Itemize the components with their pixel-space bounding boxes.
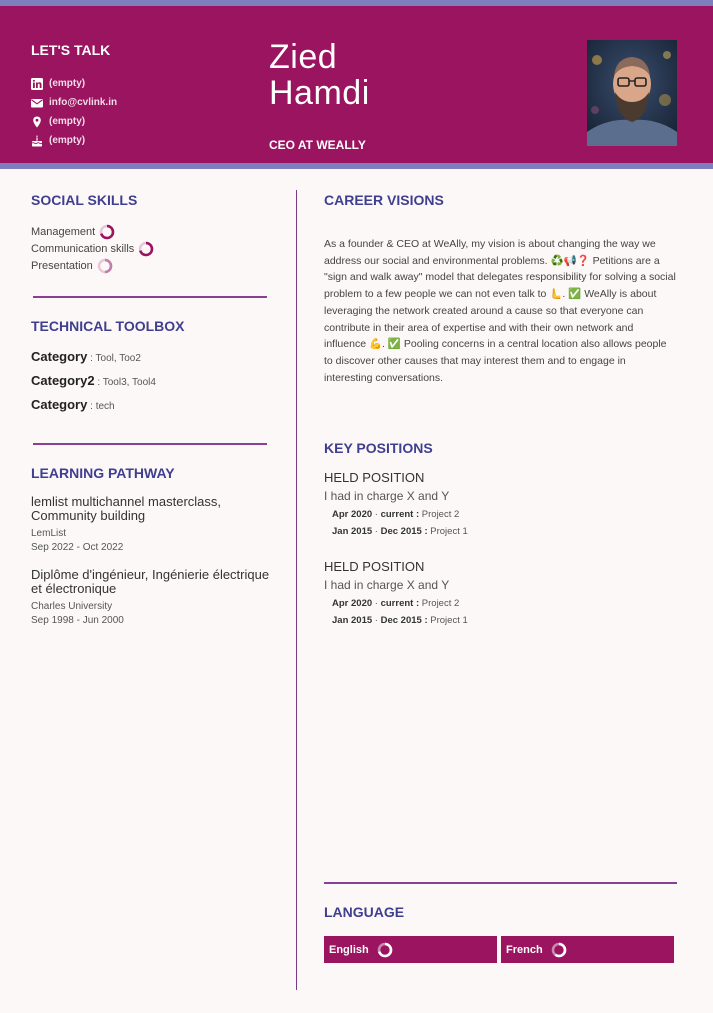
career-visions-text: As a founder & CEO at WeAlly, my vision is about changing the way we address our social and environmental problems. ♻️📢❓ Petitions are a "sign and walk away" model that delegates responsibility for solving a social problem to a few people we can not even talk to 🫷. ✅ WeAlly is about leveraging the network created around a cause so that everyone can contribute in their area of expertise and with their own network and influence 💪. ✅ Pooling concerns in a central location also allows people to discover other causes that may interest them and to engage in interesting conversations. bbox=[324, 238, 676, 384]
technical-toolbox-list bbox=[31, 349, 156, 421]
contact-title: LET'S TALK bbox=[31, 42, 111, 58]
contact-location bbox=[31, 112, 117, 131]
period-dot: · bbox=[372, 509, 381, 520]
position-description: I had in charge X and Y bbox=[324, 489, 450, 503]
period-start: Apr 2020 bbox=[332, 598, 373, 609]
position-period bbox=[332, 615, 677, 626]
mail-icon bbox=[31, 97, 43, 109]
key-positions-title: KEY POSITIONS bbox=[324, 440, 433, 456]
section-divider bbox=[324, 882, 677, 884]
tool-category: Category bbox=[31, 397, 88, 412]
section-divider bbox=[33, 296, 267, 298]
position-item bbox=[324, 559, 677, 626]
tool-values: Tool, Too2 bbox=[95, 353, 141, 364]
tool-category: Category bbox=[31, 349, 88, 364]
period-end: current bbox=[380, 598, 414, 609]
tool-separator: : bbox=[87, 401, 96, 412]
language-level-ring bbox=[377, 942, 393, 958]
education-title: lemlist multichannel masterclass, Community building bbox=[31, 494, 222, 523]
language-title: LANGUAGE bbox=[324, 904, 405, 920]
position-title: HELD POSITION bbox=[324, 559, 425, 574]
tool-values: Tool3, Tool4 bbox=[102, 377, 156, 388]
period-start: Apr 2020 bbox=[332, 509, 373, 520]
education-item bbox=[31, 495, 271, 553]
period-dot: · bbox=[372, 526, 381, 537]
skill-item bbox=[31, 240, 154, 257]
contact-birthday-text: (empty) bbox=[49, 135, 86, 146]
period-separator: : bbox=[413, 509, 422, 520]
language-item-french bbox=[501, 936, 674, 963]
period-project: Project 2 bbox=[421, 598, 460, 609]
tool-row bbox=[31, 397, 156, 421]
position-period bbox=[332, 598, 677, 609]
skill-label: Management bbox=[31, 225, 96, 238]
contact-linkedin-text: (empty) bbox=[49, 78, 86, 89]
tool-category: Category2 bbox=[31, 373, 95, 388]
period-project: Project 1 bbox=[430, 526, 468, 537]
profile-photo bbox=[587, 40, 677, 146]
language-label: English bbox=[329, 943, 369, 956]
skill-level-ring bbox=[99, 224, 115, 240]
tool-values: tech bbox=[95, 401, 115, 412]
skill-item bbox=[31, 257, 154, 274]
education-title: Diplôme d'ingénieur, Ingénierie électrique et électronique bbox=[31, 567, 270, 596]
period-separator: : bbox=[413, 598, 422, 609]
contact-email[interactable] bbox=[31, 93, 117, 112]
linkedin-icon bbox=[31, 78, 43, 90]
first-name: Zied bbox=[269, 38, 338, 76]
technical-toolbox-title: TECHNICAL TOOLBOX bbox=[31, 318, 185, 334]
period-separator: : bbox=[421, 526, 431, 537]
learning-pathway-title: LEARNING PATHWAY bbox=[31, 465, 175, 481]
contact-birthday bbox=[31, 131, 117, 150]
period-dot: · bbox=[372, 598, 381, 609]
position-item bbox=[324, 470, 677, 537]
skill-item bbox=[31, 223, 154, 240]
contact-list bbox=[31, 74, 117, 150]
social-skills-list bbox=[31, 223, 154, 274]
birthday-cake-icon bbox=[31, 135, 43, 147]
language-level-ring bbox=[551, 942, 567, 958]
job-title: CEO AT WEALLY bbox=[269, 138, 366, 152]
skill-label: Presentation bbox=[31, 259, 93, 272]
skill-label: Communication skills bbox=[31, 242, 135, 255]
position-description: I had in charge X and Y bbox=[324, 578, 450, 592]
social-skills-title: SOCIAL SKILLS bbox=[31, 192, 138, 208]
education-item bbox=[31, 568, 271, 626]
tool-row bbox=[31, 349, 156, 373]
education-dates: Sep 1998 - Jun 2000 bbox=[31, 615, 124, 626]
period-dot: · bbox=[372, 615, 381, 626]
location-pin-icon bbox=[31, 116, 43, 128]
period-project: Project 1 bbox=[430, 615, 468, 626]
period-start: Jan 2015 bbox=[332, 526, 373, 537]
education-school: Charles University bbox=[31, 601, 113, 612]
contact-linkedin[interactable] bbox=[31, 74, 117, 93]
contact-location-text: (empty) bbox=[49, 116, 86, 127]
period-end: Dec 2015 bbox=[380, 526, 422, 537]
section-divider bbox=[33, 443, 267, 445]
period-start: Jan 2015 bbox=[332, 615, 373, 626]
period-end: Dec 2015 bbox=[380, 615, 422, 626]
period-separator: : bbox=[421, 615, 431, 626]
contact-email-text: info@cvlink.in bbox=[49, 97, 118, 108]
skill-level-ring bbox=[97, 258, 113, 274]
position-period bbox=[332, 526, 677, 537]
career-visions-title: CAREER VISIONS bbox=[324, 192, 444, 208]
column-divider bbox=[296, 190, 297, 990]
language-label: French bbox=[506, 943, 543, 956]
period-project: Project 2 bbox=[421, 509, 460, 520]
tool-row bbox=[31, 373, 156, 397]
position-title: HELD POSITION bbox=[324, 470, 425, 485]
education-school: LemList bbox=[31, 528, 67, 539]
language-item-english bbox=[324, 936, 497, 963]
tool-separator: : bbox=[87, 353, 96, 364]
position-period bbox=[332, 509, 677, 520]
education-dates: Sep 2022 - Oct 2022 bbox=[31, 542, 124, 553]
last-name: Hamdi bbox=[269, 74, 370, 112]
period-end: current bbox=[380, 509, 414, 520]
skill-level-ring bbox=[138, 241, 154, 257]
tool-separator: : bbox=[94, 377, 103, 388]
header-bottom-bar bbox=[0, 163, 713, 169]
